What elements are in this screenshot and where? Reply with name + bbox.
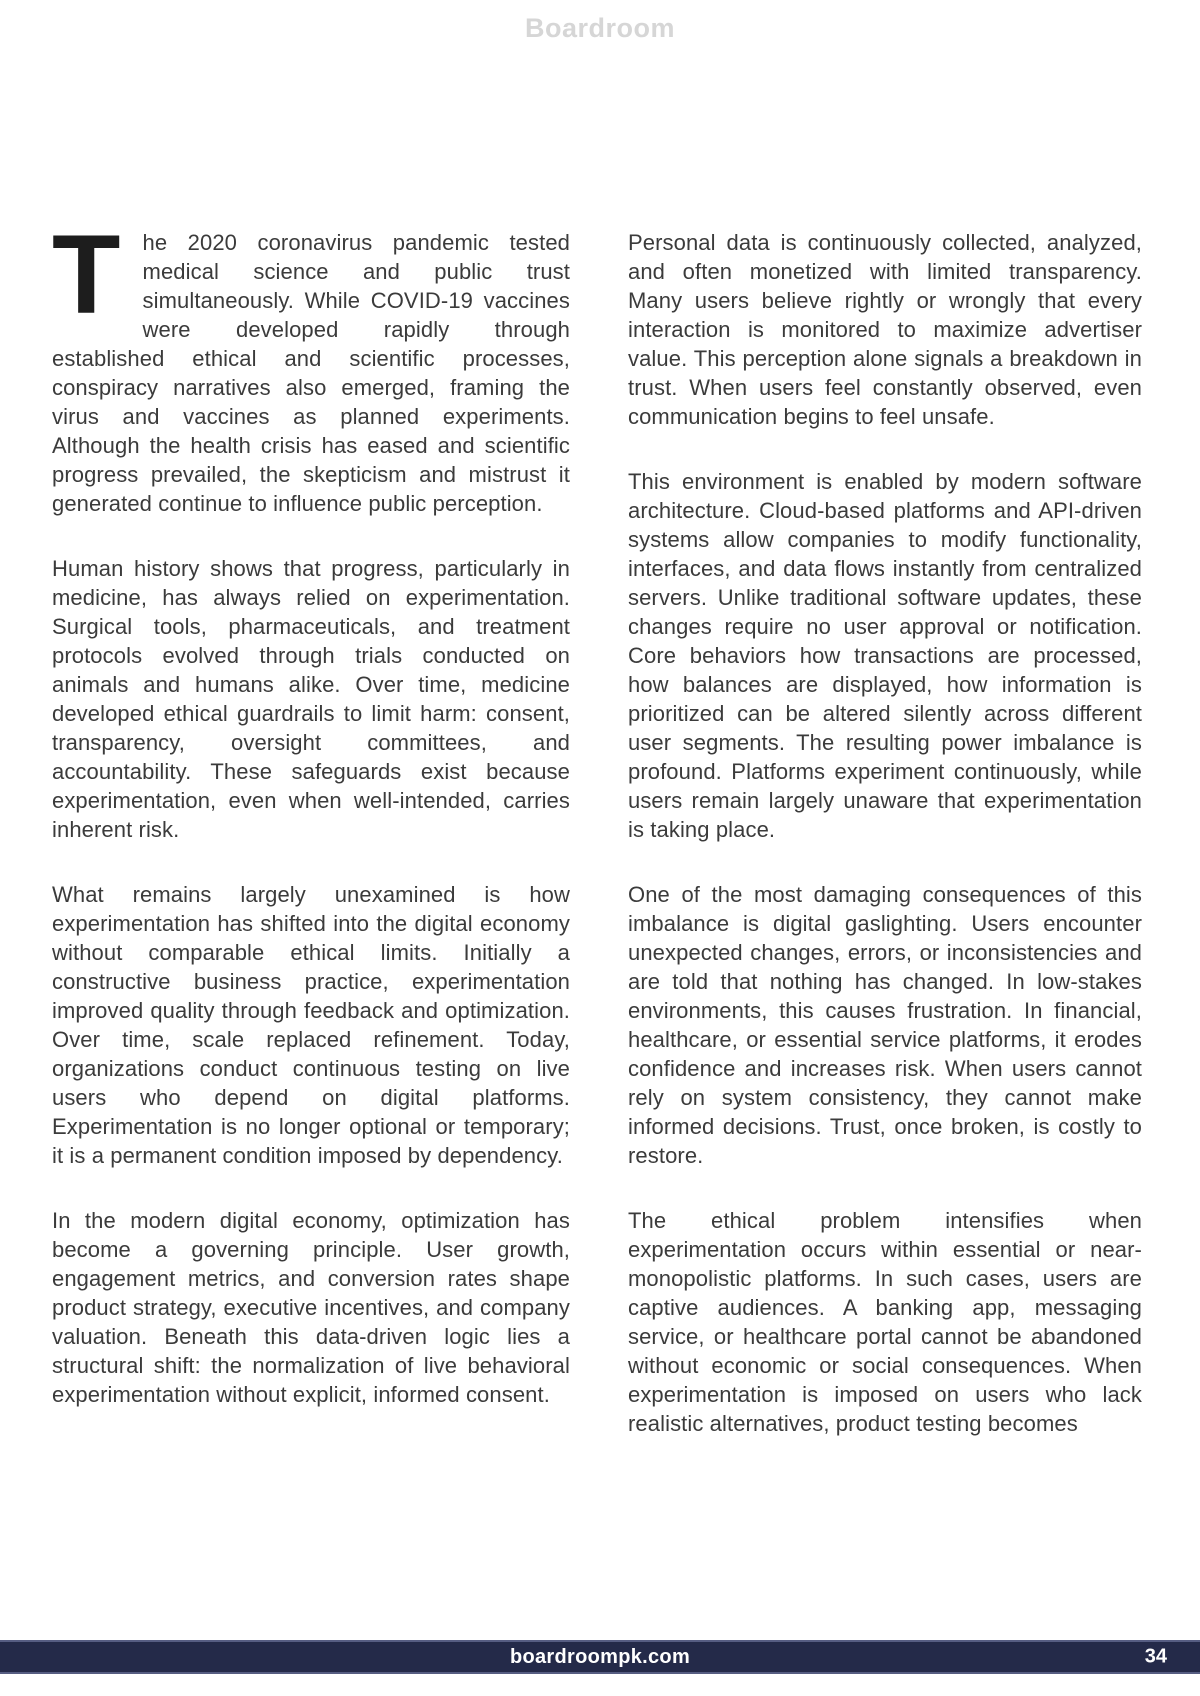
paragraph-intro <box>52 212 570 518</box>
paragraph: Personal data is continuously collected, analyzed, and often monetized with limited transparency. Many users believe rightly or wrongly that every interaction is monitored to maximize advertiser value. This perception alone signals a breakdown in trust. When users feel constantly observed, even communication begins to feel unsafe. <box>628 230 1142 429</box>
footer-website: boardroompk.com <box>509 1645 691 1668</box>
paragraph: One of the most damaging consequences of this imbalance is digital gaslighting. Users encounter unexpected changes, errors, or inconsistencies and are told that nothing has changed. In low-stakes environments, this causes frustration. In financial, healthcare, or essential service platforms, it erodes confidence and increases risk. When users cannot rely on system consistency, they cannot make informed decisions. Trust, once broken, is costly to restore. <box>628 882 1142 1168</box>
right-column <box>628 228 1142 1438</box>
page-number: 34 <box>1144 1645 1167 1668</box>
paragraph: What remains largely unexamined is how experimentation has shifted into the digital economy without comparable ethical limits. Initially a constructive business practice, experimentation improved quality through feedback and optimization. Over time, scale replaced refinement. Today, organizations conduct continuous testing on live users who depend on digital platforms. Experimentation is no longer optional or temporary; it is a permanent condition imposed by dependency. <box>52 882 570 1168</box>
article-body <box>52 212 1144 1438</box>
dropcap-letter: T <box>52 212 121 337</box>
paragraph-text: he 2020 coronavirus pandemic tested medical science and public trust simultaneously. While COVID-19 vaccines were developed rapidly through established ethical and scientific processes, conspiracy narratives also emerged, framing the virus and vaccines as planned experiments. Although the health crisis has eased and scientific progress prevailed, the skepticism and mistrust it generated continue to influence public perception. <box>52 230 570 516</box>
paragraph: In the modern digital economy, optimization has become a governing principle. User growth, engagement metrics, and conversion rates shape product strategy, executive incentives, and company valuation. Beneath this data-driven logic lies a structural shift: the normalization of live behavioral experimentation without explicit, informed consent. <box>52 1208 570 1407</box>
left-column <box>52 212 570 1438</box>
footer-bar <box>0 1640 1200 1674</box>
paragraph: Human history shows that progress, particularly in medicine, has always relied on experimentation. Surgical tools, pharmaceuticals, and treatment protocols evolved through trials conducted on animals and humans alike. Over time, medicine developed ethical guardrails to limit harm: consent, transparency, oversight committees, and accountability. These safeguards exist because experimentation, even when well-intended, carries inherent risk. <box>52 556 570 842</box>
paragraph: The ethical problem intensifies when experimentation occurs within essential or near-monopolistic platforms. In such cases, users are captive audiences. A banking app, messaging service, or healthcare portal cannot be abandoned without economic or social consequences. When experimentation is imposed on users who lack realistic alternatives, product testing becomes <box>628 1208 1142 1436</box>
paragraph: This environment is enabled by modern software architecture. Cloud-based platforms and API-driven systems allow companies to modify functionality, interfaces, and data flows instantly from centralized servers. Unlike traditional software updates, these changes require no user approval or notification. Core behaviors how transactions are processed, how balances are displayed, how information is prioritized can be altered silently across different user segments. The resulting power imbalance is profound. Platforms experiment continuously, while users remain largely unaware that experimentation is taking place. <box>628 469 1142 842</box>
magazine-title: Boardroom <box>524 13 675 43</box>
